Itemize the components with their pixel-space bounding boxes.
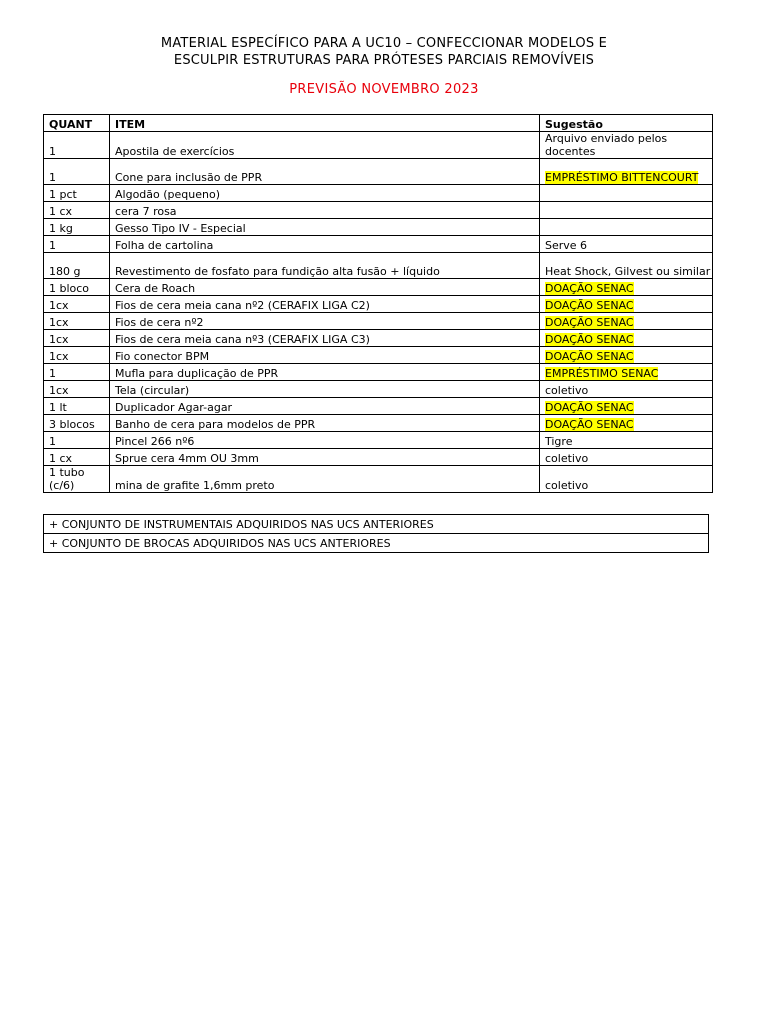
cell-quant bbox=[44, 313, 110, 330]
cell-quant bbox=[44, 432, 110, 449]
cell-quant-text: 1 pct bbox=[49, 188, 77, 201]
cell-item-text: cera 7 rosa bbox=[115, 205, 177, 218]
table-row bbox=[44, 185, 713, 202]
cell-item bbox=[110, 185, 540, 202]
cell-item-text: mina de grafite 1,6mm preto bbox=[115, 479, 275, 492]
cell-item bbox=[110, 347, 540, 364]
cell-sugestao-text: Heat Shock, Gilvest ou similar bbox=[545, 265, 711, 278]
cell-quant-text: 1 bbox=[49, 145, 56, 158]
cell-sugestao bbox=[540, 202, 713, 219]
cell-quant bbox=[44, 253, 110, 279]
cell-quant bbox=[44, 330, 110, 347]
cell-quant bbox=[44, 279, 110, 296]
cell-sugestao bbox=[540, 296, 713, 313]
cell-quant-text: 1cx bbox=[49, 316, 69, 329]
cell-quant-text: 1 lt bbox=[49, 401, 67, 414]
cell-sugestao bbox=[540, 364, 713, 381]
materials-table-body bbox=[44, 115, 713, 493]
cell-sugestao-text: EMPRÉSTIMO SENAC bbox=[545, 367, 659, 380]
header-sugestao: Sugestão bbox=[540, 115, 713, 132]
cell-quant-text: 1 cx bbox=[49, 452, 73, 465]
table-row bbox=[44, 219, 713, 236]
cell-item-text: Fio conector BPM bbox=[115, 350, 210, 363]
cell-sugestao-text: DOAÇÃO SENAC bbox=[545, 282, 634, 295]
cell-item bbox=[110, 364, 540, 381]
cell-quant bbox=[44, 159, 110, 185]
footer-row-text: + CONJUNTO DE INSTRUMENTAIS ADQUIRIDOS NAS UCS ANTERIORES bbox=[44, 515, 709, 534]
header-quant: QUANT bbox=[44, 115, 110, 132]
cell-item bbox=[110, 132, 540, 159]
cell-sugestao bbox=[540, 279, 713, 296]
cell-sugestao bbox=[540, 219, 713, 236]
cell-sugestao-text: Tigre bbox=[545, 435, 573, 448]
cell-item-text: Cera de Roach bbox=[115, 282, 196, 295]
cell-sugestao bbox=[540, 236, 713, 253]
cell-quant-text: 1 kg bbox=[49, 222, 73, 235]
cell-sugestao bbox=[540, 253, 713, 279]
cell-quant bbox=[44, 132, 110, 159]
cell-quant-text: 1 tubo (c/6) bbox=[49, 466, 85, 492]
cell-item-text: Revestimento de fosfato para fundição alta fusão + líquido bbox=[115, 265, 440, 278]
cell-item-text: Apostila de exercícios bbox=[115, 145, 235, 158]
cell-sugestao-text: EMPRÉSTIMO BITTENCOURT bbox=[545, 171, 699, 184]
document-subtitle: PREVISÃO NOVEMBRO 2023 bbox=[289, 82, 479, 97]
cell-sugestao-text: DOAÇÃO SENAC bbox=[545, 316, 634, 329]
cell-quant bbox=[44, 236, 110, 253]
cell-item bbox=[110, 236, 540, 253]
cell-item-text: Fios de cera meia cana nº2 (CERAFIX LIGA C2) bbox=[115, 299, 370, 312]
table-row bbox=[44, 296, 713, 313]
cell-quant bbox=[44, 398, 110, 415]
table-row bbox=[44, 449, 713, 466]
cell-item bbox=[110, 381, 540, 398]
cell-quant-text: 1cx bbox=[49, 299, 69, 312]
table-row bbox=[44, 279, 713, 296]
table-row bbox=[44, 415, 713, 432]
cell-quant-text: 1 cx bbox=[49, 205, 73, 218]
table-row bbox=[44, 330, 713, 347]
cell-quant bbox=[44, 296, 110, 313]
cell-item-text: Duplicador Agar-agar bbox=[115, 401, 233, 414]
cell-quant-text: 1 bloco bbox=[49, 282, 90, 295]
cell-item bbox=[110, 253, 540, 279]
table-row bbox=[44, 159, 713, 185]
table-row bbox=[44, 347, 713, 364]
cell-quant bbox=[44, 381, 110, 398]
cell-item bbox=[110, 449, 540, 466]
cell-item bbox=[110, 159, 540, 185]
cell-item bbox=[110, 219, 540, 236]
cell-item bbox=[110, 432, 540, 449]
footer-row bbox=[44, 534, 709, 553]
cell-quant-text: 180 g bbox=[49, 265, 81, 278]
cell-item bbox=[110, 279, 540, 296]
cell-quant bbox=[44, 364, 110, 381]
table-row bbox=[44, 253, 713, 279]
table-row bbox=[44, 236, 713, 253]
materials-table bbox=[43, 114, 713, 493]
cell-item-text: Gesso Tipo IV - Especial bbox=[115, 222, 246, 235]
cell-sugestao-text: DOAÇÃO SENAC bbox=[545, 333, 634, 346]
cell-item bbox=[110, 313, 540, 330]
cell-sugestao bbox=[540, 381, 713, 398]
cell-sugestao bbox=[540, 398, 713, 415]
cell-item-text: Sprue cera 4mm OU 3mm bbox=[115, 452, 259, 465]
cell-quant-text: 1cx bbox=[49, 333, 69, 346]
cell-sugestao bbox=[540, 313, 713, 330]
cell-item bbox=[110, 415, 540, 432]
table-row bbox=[44, 432, 713, 449]
cell-quant-text: 3 blocos bbox=[49, 418, 95, 431]
cell-item-text: Tela (circular) bbox=[115, 384, 190, 397]
cell-sugestao-text: Arquivo enviado pelos docentes bbox=[545, 132, 668, 158]
cell-quant bbox=[44, 347, 110, 364]
cell-sugestao-text: DOAÇÃO SENAC bbox=[545, 418, 634, 431]
cell-quant-text: 1cx bbox=[49, 350, 69, 363]
cell-quant bbox=[44, 466, 110, 493]
table-row bbox=[44, 381, 713, 398]
cell-item-text: Folha de cartolina bbox=[115, 239, 214, 252]
cell-item-text: Fios de cera meia cana nº3 (CERAFIX LIGA C3) bbox=[115, 333, 370, 346]
cell-quant bbox=[44, 415, 110, 432]
document-title bbox=[60, 35, 708, 69]
title-line-2: ESCULPIR ESTRUTURAS PARA PRÓTESES PARCIAIS REMOVÍVEIS bbox=[173, 53, 595, 68]
cell-quant bbox=[44, 449, 110, 466]
cell-sugestao bbox=[540, 185, 713, 202]
cell-sugestao-text: DOAÇÃO SENAC bbox=[545, 299, 634, 312]
cell-quant-text: 1 bbox=[49, 171, 56, 184]
cell-item-text: Pincel 266 nº6 bbox=[115, 435, 195, 448]
cell-sugestao-text: DOAÇÃO SENAC bbox=[545, 350, 634, 363]
cell-sugestao bbox=[540, 132, 713, 159]
cell-quant bbox=[44, 202, 110, 219]
cell-sugestao-text: coletivo bbox=[545, 384, 589, 397]
footer-row bbox=[44, 515, 709, 534]
title-line-1: MATERIAL ESPECÍFICO PARA A UC10 – CONFECCIONAR MODELOS E bbox=[160, 36, 608, 51]
cell-sugestao bbox=[540, 415, 713, 432]
table-row bbox=[44, 364, 713, 381]
cell-sugestao bbox=[540, 449, 713, 466]
cell-sugestao-text: Serve 6 bbox=[545, 239, 588, 252]
cell-sugestao bbox=[540, 432, 713, 449]
cell-sugestao bbox=[540, 466, 713, 493]
cell-quant-text: 1 bbox=[49, 239, 56, 252]
cell-quant-text: 1cx bbox=[49, 384, 69, 397]
table-row bbox=[44, 466, 713, 493]
cell-item-text: Fios de cera nº2 bbox=[115, 316, 204, 329]
footer-table-body bbox=[44, 515, 709, 553]
cell-item bbox=[110, 466, 540, 493]
header-item: ITEM bbox=[110, 115, 540, 132]
cell-item bbox=[110, 202, 540, 219]
table-row bbox=[44, 313, 713, 330]
cell-item bbox=[110, 398, 540, 415]
cell-sugestao bbox=[540, 330, 713, 347]
cell-item-text: Algodão (pequeno) bbox=[115, 188, 220, 201]
cell-sugestao-text: coletivo bbox=[545, 479, 589, 492]
footer-table bbox=[43, 514, 709, 553]
cell-quant bbox=[44, 219, 110, 236]
cell-item-text: Banho de cera para modelos de PPR bbox=[115, 418, 316, 431]
table-row bbox=[44, 132, 713, 159]
table-header-row bbox=[44, 115, 713, 132]
cell-item-text: Cone para inclusão de PPR bbox=[115, 171, 263, 184]
cell-item-text: Mufla para duplicação de PPR bbox=[115, 367, 279, 380]
cell-sugestao-text: DOAÇÃO SENAC bbox=[545, 401, 634, 414]
table-row bbox=[44, 202, 713, 219]
cell-sugestao bbox=[540, 347, 713, 364]
cell-quant bbox=[44, 185, 110, 202]
cell-quant-text: 1 bbox=[49, 435, 56, 448]
table-row bbox=[44, 398, 713, 415]
footer-row-text: + CONJUNTO DE BROCAS ADQUIRIDOS NAS UCS ANTERIORES bbox=[44, 534, 709, 553]
cell-item bbox=[110, 296, 540, 313]
cell-sugestao-text: coletivo bbox=[545, 452, 589, 465]
cell-item bbox=[110, 330, 540, 347]
cell-quant-text: 1 bbox=[49, 367, 56, 380]
cell-sugestao bbox=[540, 159, 713, 185]
